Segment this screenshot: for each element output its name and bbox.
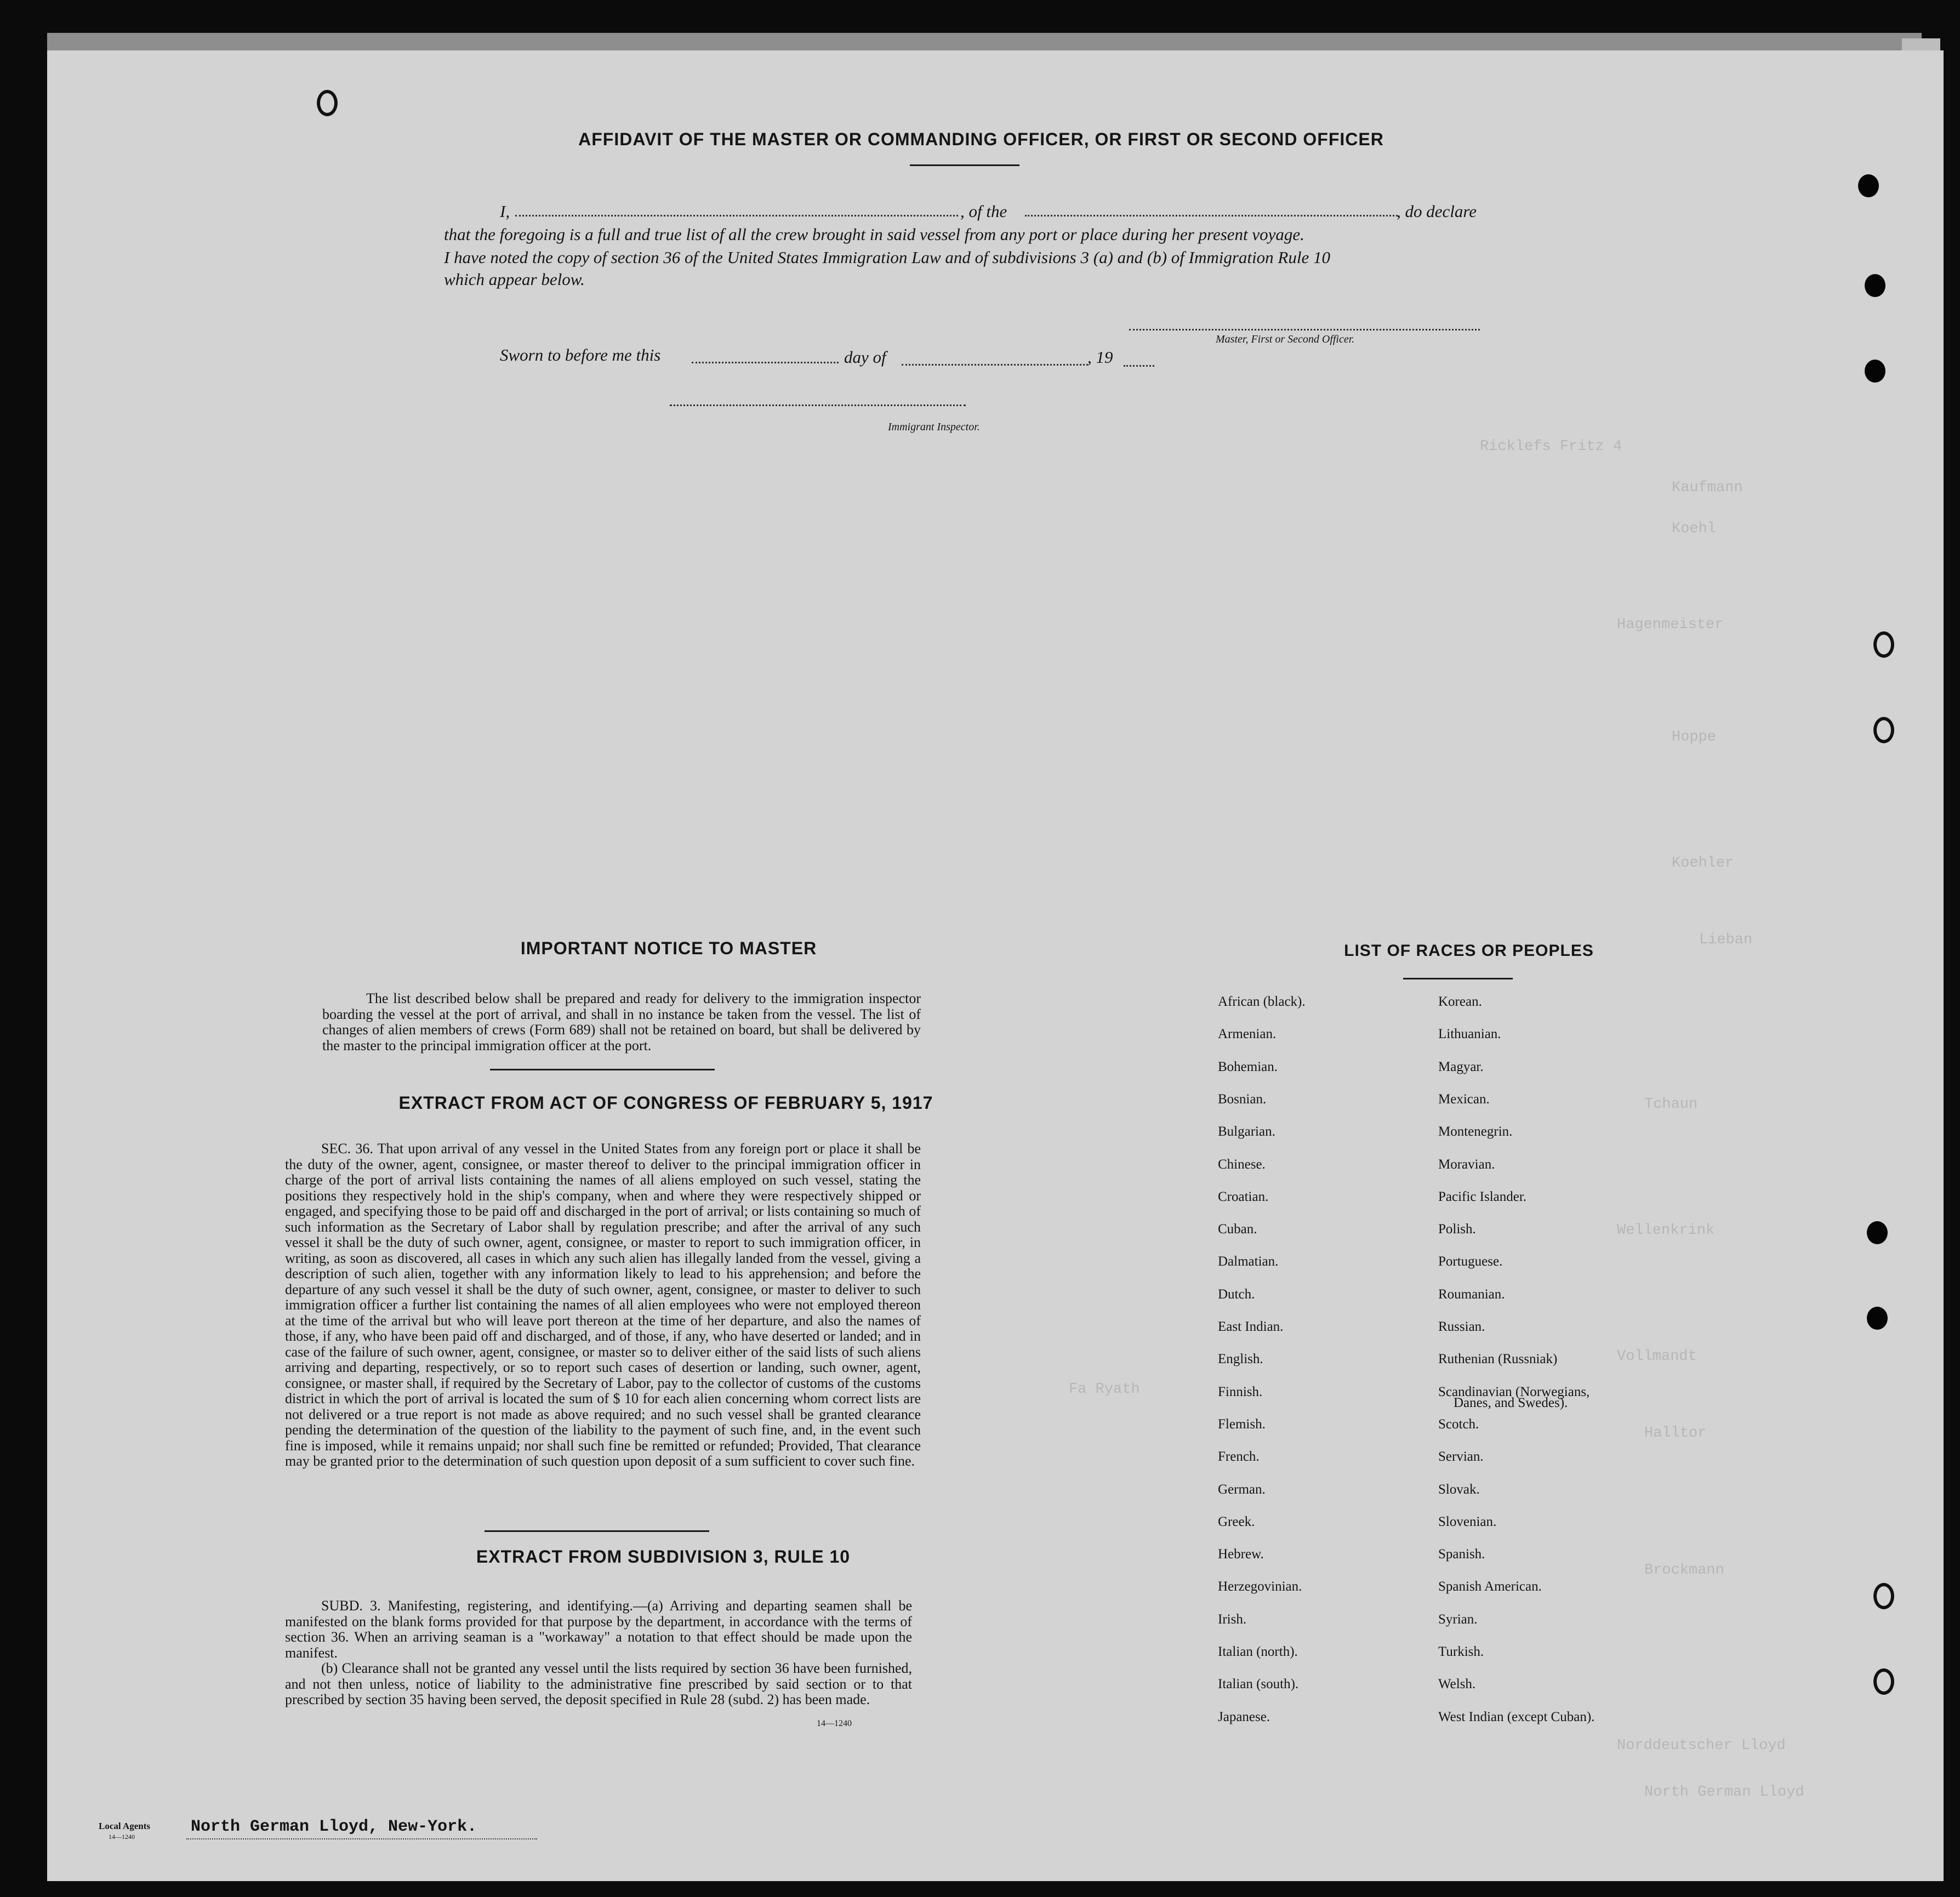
title-rule: [910, 164, 1019, 166]
race-item: West Indian (except Cuban).: [1438, 1709, 1595, 1724]
bleed-through-text: Hagenmeister: [1617, 617, 1724, 633]
race-item: Moravian.: [1438, 1157, 1495, 1172]
race-item: Japanese.: [1218, 1709, 1270, 1724]
races-rule: [1403, 978, 1513, 979]
section-rule: [485, 1530, 709, 1532]
name-blank-line: [515, 215, 958, 217]
race-item: English.: [1218, 1352, 1263, 1367]
race-item: German.: [1218, 1482, 1266, 1497]
race-item: Cuban.: [1218, 1222, 1257, 1237]
race-item: Flemish.: [1218, 1416, 1266, 1432]
race-item: Italian (south).: [1218, 1677, 1299, 1692]
race-item: Slovak.: [1438, 1482, 1480, 1497]
inspector-signature-line: [670, 405, 966, 406]
punch-hole: [1865, 360, 1885, 383]
race-item: Finnish.: [1218, 1384, 1263, 1399]
notice-title: IMPORTANT NOTICE TO MASTER: [520, 938, 817, 958]
year-blank-line: [1124, 365, 1154, 367]
bleed-through-text: Fa Ryath: [1069, 1381, 1140, 1398]
punch-hole: [1865, 274, 1885, 297]
races-title: LIST OF RACES OR PEOPLES: [1344, 942, 1594, 960]
bleed-through-text: North German Lloyd: [1644, 1784, 1804, 1801]
sworn-month-blank-line: [902, 364, 1088, 366]
race-item: Magyar.: [1438, 1059, 1484, 1074]
form-number: 14—1240: [817, 1719, 852, 1728]
race-item: Armenian.: [1218, 1027, 1277, 1042]
race-item: Spanish.: [1438, 1547, 1485, 1562]
punch-hole: [1867, 1307, 1888, 1330]
bleed-through-text: Halltor: [1644, 1425, 1707, 1442]
race-item: French.: [1218, 1449, 1260, 1465]
bleed-through-text: Vollmandt: [1617, 1348, 1697, 1365]
paper-top-strip: [47, 33, 1922, 52]
local-agents-form-number: 14—1240: [109, 1833, 135, 1841]
race-item: Lithuanian.: [1438, 1027, 1501, 1042]
master-signature-line: [1129, 329, 1480, 331]
race-item: Herzegovinian.: [1218, 1579, 1302, 1594]
notice-text: The list described below shall be prepared and ready for delivery to the immigration inspector boarding the vessel at the port of arrival, and shall in no instance be taken from the vessel. The list of changes of alien members of crews (Form 689) shall not be retained on board, but shall be delivered by the master to the principal immigration officer at the port.: [322, 990, 921, 1053]
punch-hole: [1867, 1221, 1888, 1244]
affidavit-i-label: I,: [500, 202, 510, 221]
race-item: Welsh.: [1438, 1677, 1476, 1692]
punch-hole-ring: [1873, 1668, 1894, 1695]
race-item: African (black).: [1218, 994, 1306, 1009]
race-item: Bohemian.: [1218, 1059, 1278, 1074]
affidavit-declare-label: , do declare: [1397, 202, 1477, 221]
bleed-through-text: Koehler: [1672, 855, 1734, 871]
race-item: Portuguese.: [1438, 1254, 1503, 1269]
affidavit-title: AFFIDAVIT OF THE MASTER OR COMMANDING OFFICER, OR FIRST OR SECOND OFFICER: [578, 129, 1384, 149]
rule-text-b: (b) Clearance shall not be granted any vessel until the lists required by section 36 have been furnished, and not then unless, notice of liability to the administrative fine prescribed by said section or to that prescribed by section 35 having been served, the deposit specified in Rule 28 (subd. 2) has been made.: [285, 1660, 912, 1707]
year-label: , 19: [1087, 348, 1113, 367]
inspector-label: Immigrant Inspector.: [888, 421, 980, 433]
act-title: EXTRACT FROM ACT OF CONGRESS OF FEBRUARY 5, 1917: [398, 1093, 933, 1113]
sworn-label: Sworn to before me this: [500, 345, 661, 364]
race-item: Spanish American.: [1438, 1579, 1542, 1594]
bleed-through-text: Koehl: [1672, 521, 1717, 537]
bleed-through-text: Ricklefs Fritz 4: [1480, 438, 1622, 455]
race-item: Croatian.: [1218, 1189, 1269, 1204]
race-item: Slovenian.: [1438, 1514, 1497, 1529]
sworn-day-blank-line: [692, 362, 839, 363]
race-item-continuation: Danes, and Swedes).: [1454, 1395, 1568, 1410]
agent-name: North German Lloyd, New-York.: [191, 1818, 477, 1836]
race-item: Chinese.: [1218, 1157, 1266, 1172]
bleed-through-text: Kaufmann: [1672, 480, 1743, 496]
bleed-through-text: Brockmann: [1644, 1562, 1724, 1579]
race-item: East Indian.: [1218, 1319, 1284, 1334]
race-item: Italian (north).: [1218, 1644, 1298, 1659]
race-item: Dalmatian.: [1218, 1254, 1279, 1269]
punch-hole-ring: [1873, 631, 1894, 658]
race-item: Dutch.: [1218, 1286, 1255, 1302]
race-item: Mexican.: [1438, 1091, 1490, 1107]
day-of-label: day of: [844, 348, 886, 367]
rule-text-a: SUBD. 3. Manifesting, registering, and identifying.—(a) Arriving and departing seamen shall be manifested on the blank forms provided for that purpose by the department, in accordance with the terms of section 36. When an arriving seaman is a "workaway" a notation to that effect should be made upon the manifest.: [285, 1598, 912, 1661]
affidavit-line-2: that the foregoing is a full and true list of all the crew brought in said vessel from any port or place during her present voyage.: [444, 225, 1304, 244]
bleed-through-text: Wellenkrink: [1617, 1222, 1715, 1239]
affidavit-of-the-label: , of the: [960, 202, 1007, 221]
race-item: Irish.: [1218, 1611, 1247, 1627]
local-agents-label: Local Agents: [99, 1821, 150, 1831]
race-item: Syrian.: [1438, 1611, 1478, 1627]
race-item: Bulgarian.: [1218, 1124, 1275, 1140]
race-item: Scandinavian (Norwegians,: [1438, 1384, 1590, 1399]
race-item: Pacific Islander.: [1438, 1189, 1527, 1204]
affidavit-line-4: which appear below.: [444, 270, 585, 289]
race-item: Turkish.: [1438, 1644, 1484, 1659]
punch-hole: [1858, 174, 1879, 197]
race-item: Ruthenian (Russniak): [1438, 1352, 1558, 1367]
race-item: Polish.: [1438, 1222, 1476, 1237]
master-label: Master, First or Second Officer.: [1216, 333, 1355, 345]
agent-underline: [186, 1838, 537, 1839]
bleed-through-text: Lieban: [1699, 932, 1753, 948]
race-item: Russian.: [1438, 1319, 1485, 1334]
bleed-through-text: Norddeutscher Lloyd: [1617, 1738, 1786, 1754]
race-item: Hebrew.: [1218, 1547, 1264, 1562]
race-item: Bosnian.: [1218, 1091, 1267, 1107]
bleed-through-text: Tchaun: [1644, 1096, 1698, 1113]
race-item: Roumanian.: [1438, 1286, 1505, 1302]
race-item: Montenegrin.: [1438, 1124, 1513, 1140]
race-item: Servian.: [1438, 1449, 1484, 1465]
punch-hole-ring: [1873, 717, 1894, 743]
affidavit-line-3: I have noted the copy of section 36 of the United States Immigration Law and of subdivisions 3 (a) and (b) of Immigration Rule 10: [444, 248, 1330, 267]
rule-title: EXTRACT FROM SUBDIVISION 3, RULE 10: [476, 1547, 851, 1566]
race-item: Scotch.: [1438, 1416, 1479, 1432]
race-item: Korean.: [1438, 994, 1482, 1009]
bleed-through-text: Hoppe: [1672, 729, 1717, 745]
act-text: SEC. 36. That upon arrival of any vessel in the United States from any foreign port or place it shall be the duty of the owner, agent, consignee, or master thereof to deliver to the principal immigration officer in charge of the port of arrival lists containing the names of all aliens employed on such vessel, stating the positions they respectively hold in the ship's company, when and where they were respectively shipped or engaged, and specifying those to be paid off and discharged in the port of arrival; or lists containing so much of such information as the Secretary of Labor shall by regulation prescribe; and after the arrival of any such vessel it shall be the duty of such owner, agent, consignee, or master to report to such immigration officer, in writing, as soon as discovered, all cases in which any such alien has illegally landed from the vessel, giving a description of such alien, together with any information likely to lead to his apprehension; and before the departure of any such vessel it shall be the duty of such owner, agent, consignee, or master to deliver to such immigration officer a further list containing the names of all alien employees who were not employed thereon at the time of the arrival but who will leave port thereon at the time of her departure, and also the names of those, if any, who have been paid off and discharged, and of those, if any, who have deserted or landed; and in case of the failure of such owner, agent, consignee, or master so to deliver either of the said lists of such aliens arriving and departing, respectively, or so to report such cases of desertion or landing, such owner, agent, consignee, or master shall, if required by the Secretary of Labor, pay to the collector of customs of the customs district in which the port of arrival is located the sum of $ 10 for each alien concerning whom correct lists are not delivered or a true report is not made as above required; and no such vessel shall be granted clearance pending the determination of the question of the liability to the payment of such fine, and, in the event such fine is imposed, while it remains unpaid; nor shall such fine be remitted or refunded; Provided, That clearance may be granted prior to the determination of such question upon deposit of a sum sufficient to cover such fine.: [285, 1141, 921, 1469]
punch-hole-ring: [1873, 1583, 1894, 1609]
section-rule: [490, 1069, 715, 1070]
race-item: Greek.: [1218, 1514, 1255, 1529]
vessel-blank-line: [1025, 215, 1398, 217]
punch-hole-ring: [317, 90, 338, 116]
